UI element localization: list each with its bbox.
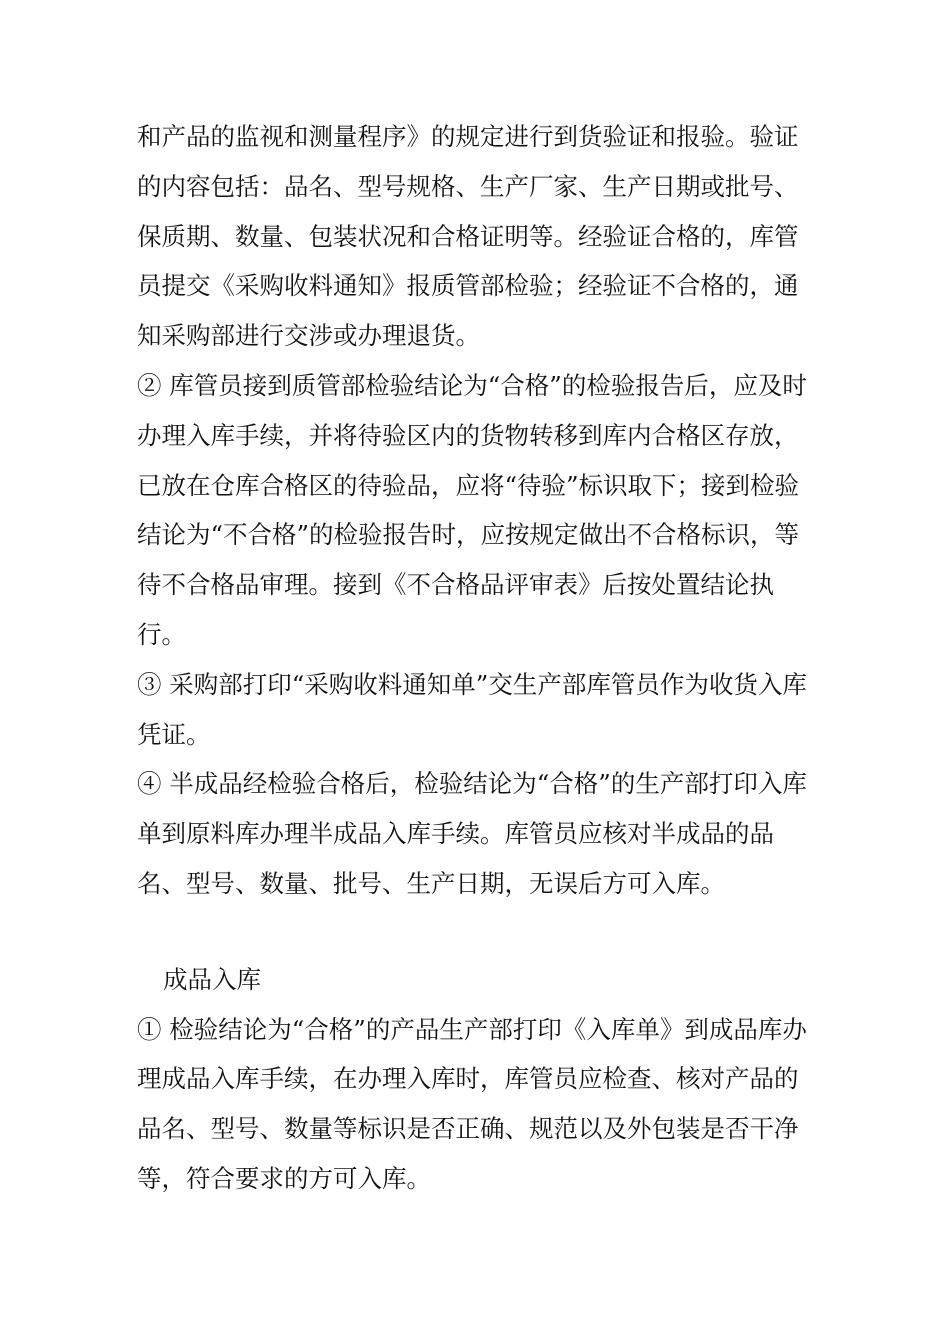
paragraph-item-3-receipt-notice: ③ 采购部打印“采购收料通知单”交生产部库管员作为收货入库凭证。 (137, 669, 807, 749)
paragraph-item-2-warehousing: ② 库管员接到质管部检验结论为“合格”的检验报告后，应及时办理入库手续，并将待验区内的货物转移到库内合格区存放，已放在仓库合格区的待验品，应将“待验”标识取下；接到检验结论为“不合格”的检验报告时，应按规定做出不合格标识，等待不合格品审理。接到《不合格品评审表》后按处置结论执行。 (137, 370, 807, 649)
paragraph-item-4-semi-finished: ④ 半成品经检验合格后，检验结论为“合格”的生产部打印入库单到原料库办理半成品入库手续。库管员应核对半成品的品名、型号、数量、批号、生产日期，无误后方可入库。 (137, 769, 807, 898)
paragraph-receiving-verification: 和产品的监视和测量程序》的规定进行到货验证和报验。验证的内容包括：品名、型号规格、生产厂家、生产日期或批号、保质期、数量、包装状况和合格证明等。经验证合格的，库管员提交《采购收料通知》报质管部检验；经验证不合格的，通知采购部进行交涉或办理退货。 (137, 122, 799, 351)
section-heading-finished-goods: 成品入库 (163, 964, 261, 994)
document-body (137, 112, 817, 1204)
paragraph-finished-item-1: ① 检验结论为“合格”的产品生产部打印《入库单》到成品库办理成品入库手续，在办理入库时，库管员应检查、核对产品的品名、型号、数量等标识是否正确、规范以及外包装是否干净等，符合要求的方可入库。 (137, 1014, 807, 1193)
